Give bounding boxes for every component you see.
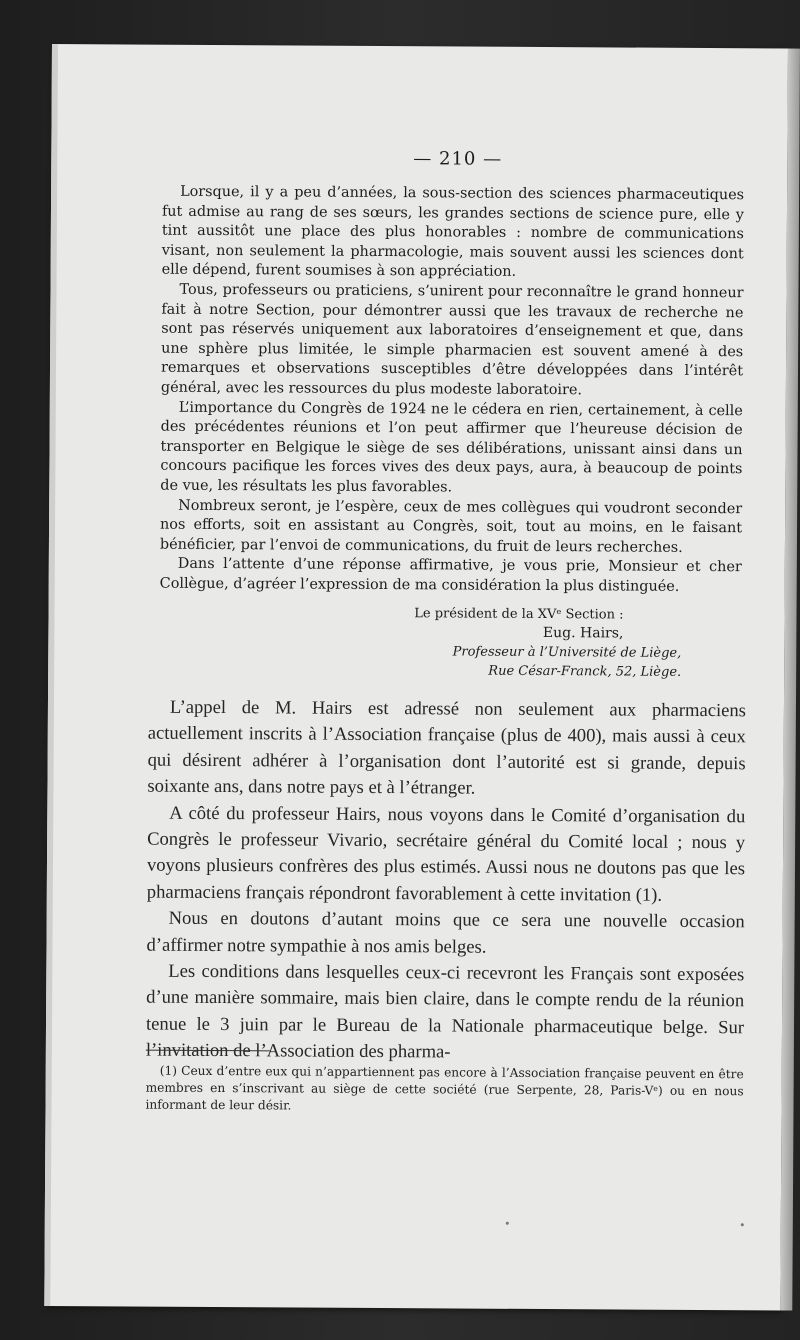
letter-paragraph: Lorsque, il y a peu d’années, la sous-section des sciences pharmaceutiques fut admise au rang de ses sœurs, les grandes sections de science pure, elle y tint aussitôt une place des plus honorables : nombre de communications visant, non seulement la pharmacologie, mais souvent aussi les sciences dont elle dépend, furent soumises à son appréciation. [161,183,745,281]
letter-paragraph: Nombreux seront, je l’espère, ceux de mes collègues qui voudront seconder nos efforts, soit en assistant au Congrès, soit, tout au moins, en le faisant bénéficier, par l’envoi de communications, du fruit de leurs recherches. [159,497,743,556]
letter-body [160,183,745,598]
letter-paragraph: L’importance du Congrès de 1924 ne le cédera en rien, certainement, à celle des précédentes réunions et l’on peut affirmer que l’heureuse décision de transporter en Belgique le siège de ses délibérations, unissant ainsi dans un concours pacifique les forces vives des deux pays, aura, à beaucoup de points de vue, les résultats les plus favorables. [160,399,743,496]
article-paragraph: Nous en doutons d’autant moins que ce sera une nouvelle occasion d’affirmer notre sympathie à nos amis belges. [146,907,745,958]
footnote-text: (1) Ceux d’entre eux qui n’appartiennent pas encore à l’Association française peuvent en être membres en s’inscrivant au siège de cette société (rue Serpente, 28, Paris-Vᵉ) ou en nous informant de leur désir. [145,1063,744,1113]
letter-paragraph: Dans l’attente d’une réponse affirmative, je vous prie, Monsieur et cher Collègue, d’agréer l’expression de ma considération la plus distinguée. [159,556,742,595]
article-paragraph: L’appel de M. Hairs est adressé non seulement aux pharmaciens actuellement inscrits à l’Association française (plus de 400), mais aussi à ceux qui désirent adhérer à l’organisation dont l’autorité est si grande, depuis soixante ans, dans notre pays et à l’étranger. [147,696,747,799]
signature-address: Rue César-Franck, 52, Liège. [488,663,682,680]
page-number: — 210 — [413,148,503,170]
signature-block [159,603,741,683]
signature-title: Le président de la XVᵉ Section : [414,606,624,623]
signature-role: Professeur à l’Université de Liège, [452,644,682,661]
article-body [146,695,746,1068]
signature-name: Eug. Hairs, [542,625,624,642]
article-paragraph: A côté du professeur Hairs, nous voyons dans le Comité d’organisation du Congrès le professeur Vivario, secrétaire général du Comité local ; nous y voyons plusieurs confrères des plus estimés. Aussi nous ne doutons pas que les pharmaciens français répondront favorablement à cette invitation (1). [146,802,746,906]
book-page [44,44,788,1310]
paper-speck [506,1222,509,1225]
footnote [145,1063,743,1118]
letter-paragraph: Tous, professeurs ou praticiens, s’unirent pour reconnaître le grand honneur fait à notre Section, pour démontrer aussi que les travaux de recherche ne sont pas réservés uniquement aux laboratoires d’enseignement et que, dans une sphère plus limitée, le simple pharmacien est souvent amené à des remarques et observations susceptibles d’être développées dans l’intérêt général, avec les ressources du plus modeste laboratoire. [160,281,744,399]
paper-speck [741,1223,744,1226]
article-paragraph: Les conditions dans lesquelles ceux-ci recevront les Français sont exposées d’une manière sommaire, mais bien claire, dans le compte rendu de la réunion tenue le 3 juin par le Bureau de la Nationale pharmaceutique belge. Sur l’invitation de l’Association des pharma- [145,960,745,1063]
